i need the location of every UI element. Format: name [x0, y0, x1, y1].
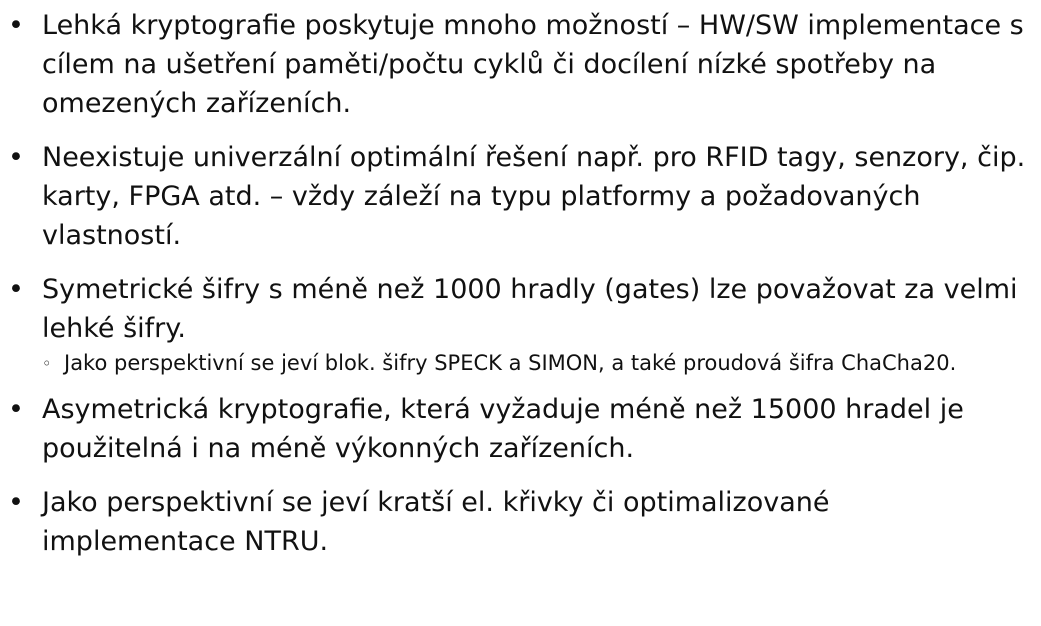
bullet-text: Asymetrická kryptografie, která vyžaduje méně než 15000 hradel je použitelná i na méně výkonných zařízeních. [42, 394, 964, 464]
bullet-item [8, 270, 1029, 378]
sub-bullet-text: Jako perspektivní se jeví blok. šifry SPECK a SIMON, a také proudová šifra ChaCha20. [64, 351, 957, 375]
bullet-dot-icon: • [8, 487, 24, 518]
bullet-text: Symetrické šifry s méně než 1000 hradly (gates) lze považovat za velmi lehké šifry. [42, 274, 1018, 344]
sub-bullet-item [42, 349, 1029, 378]
bullet-list [8, 6, 1029, 561]
bullet-dot-icon: • [8, 10, 24, 41]
bullet-dot-icon: • [8, 142, 24, 173]
bullet-text: Lehká kryptografie poskytuje mnoho možností – HW/SW implementace s cílem na ušetření paměti/počtu cyklů či docílení nízké spotřeby na omezených zařízeních. [42, 10, 1024, 119]
sub-bullet-circle-icon: ◦ [42, 354, 52, 373]
bullet-dot-icon: • [8, 394, 24, 425]
bullet-dot-icon: • [8, 274, 24, 305]
bullet-text: Neexistuje univerzální optimální řešení např. pro RFID tagy, senzory, čip. karty, FPGA atd. – vždy záleží na typu platformy a požadovaných vlastností. [42, 142, 1026, 251]
sub-bullet-list [42, 349, 1029, 378]
bullet-item [8, 390, 1029, 468]
bullet-item [8, 6, 1029, 123]
bullet-item [8, 138, 1029, 255]
bullet-item [8, 483, 1029, 561]
bullet-text: Jako perspektivní se jeví kratší el. křivky či optimalizované implementace NTRU. [42, 487, 830, 557]
